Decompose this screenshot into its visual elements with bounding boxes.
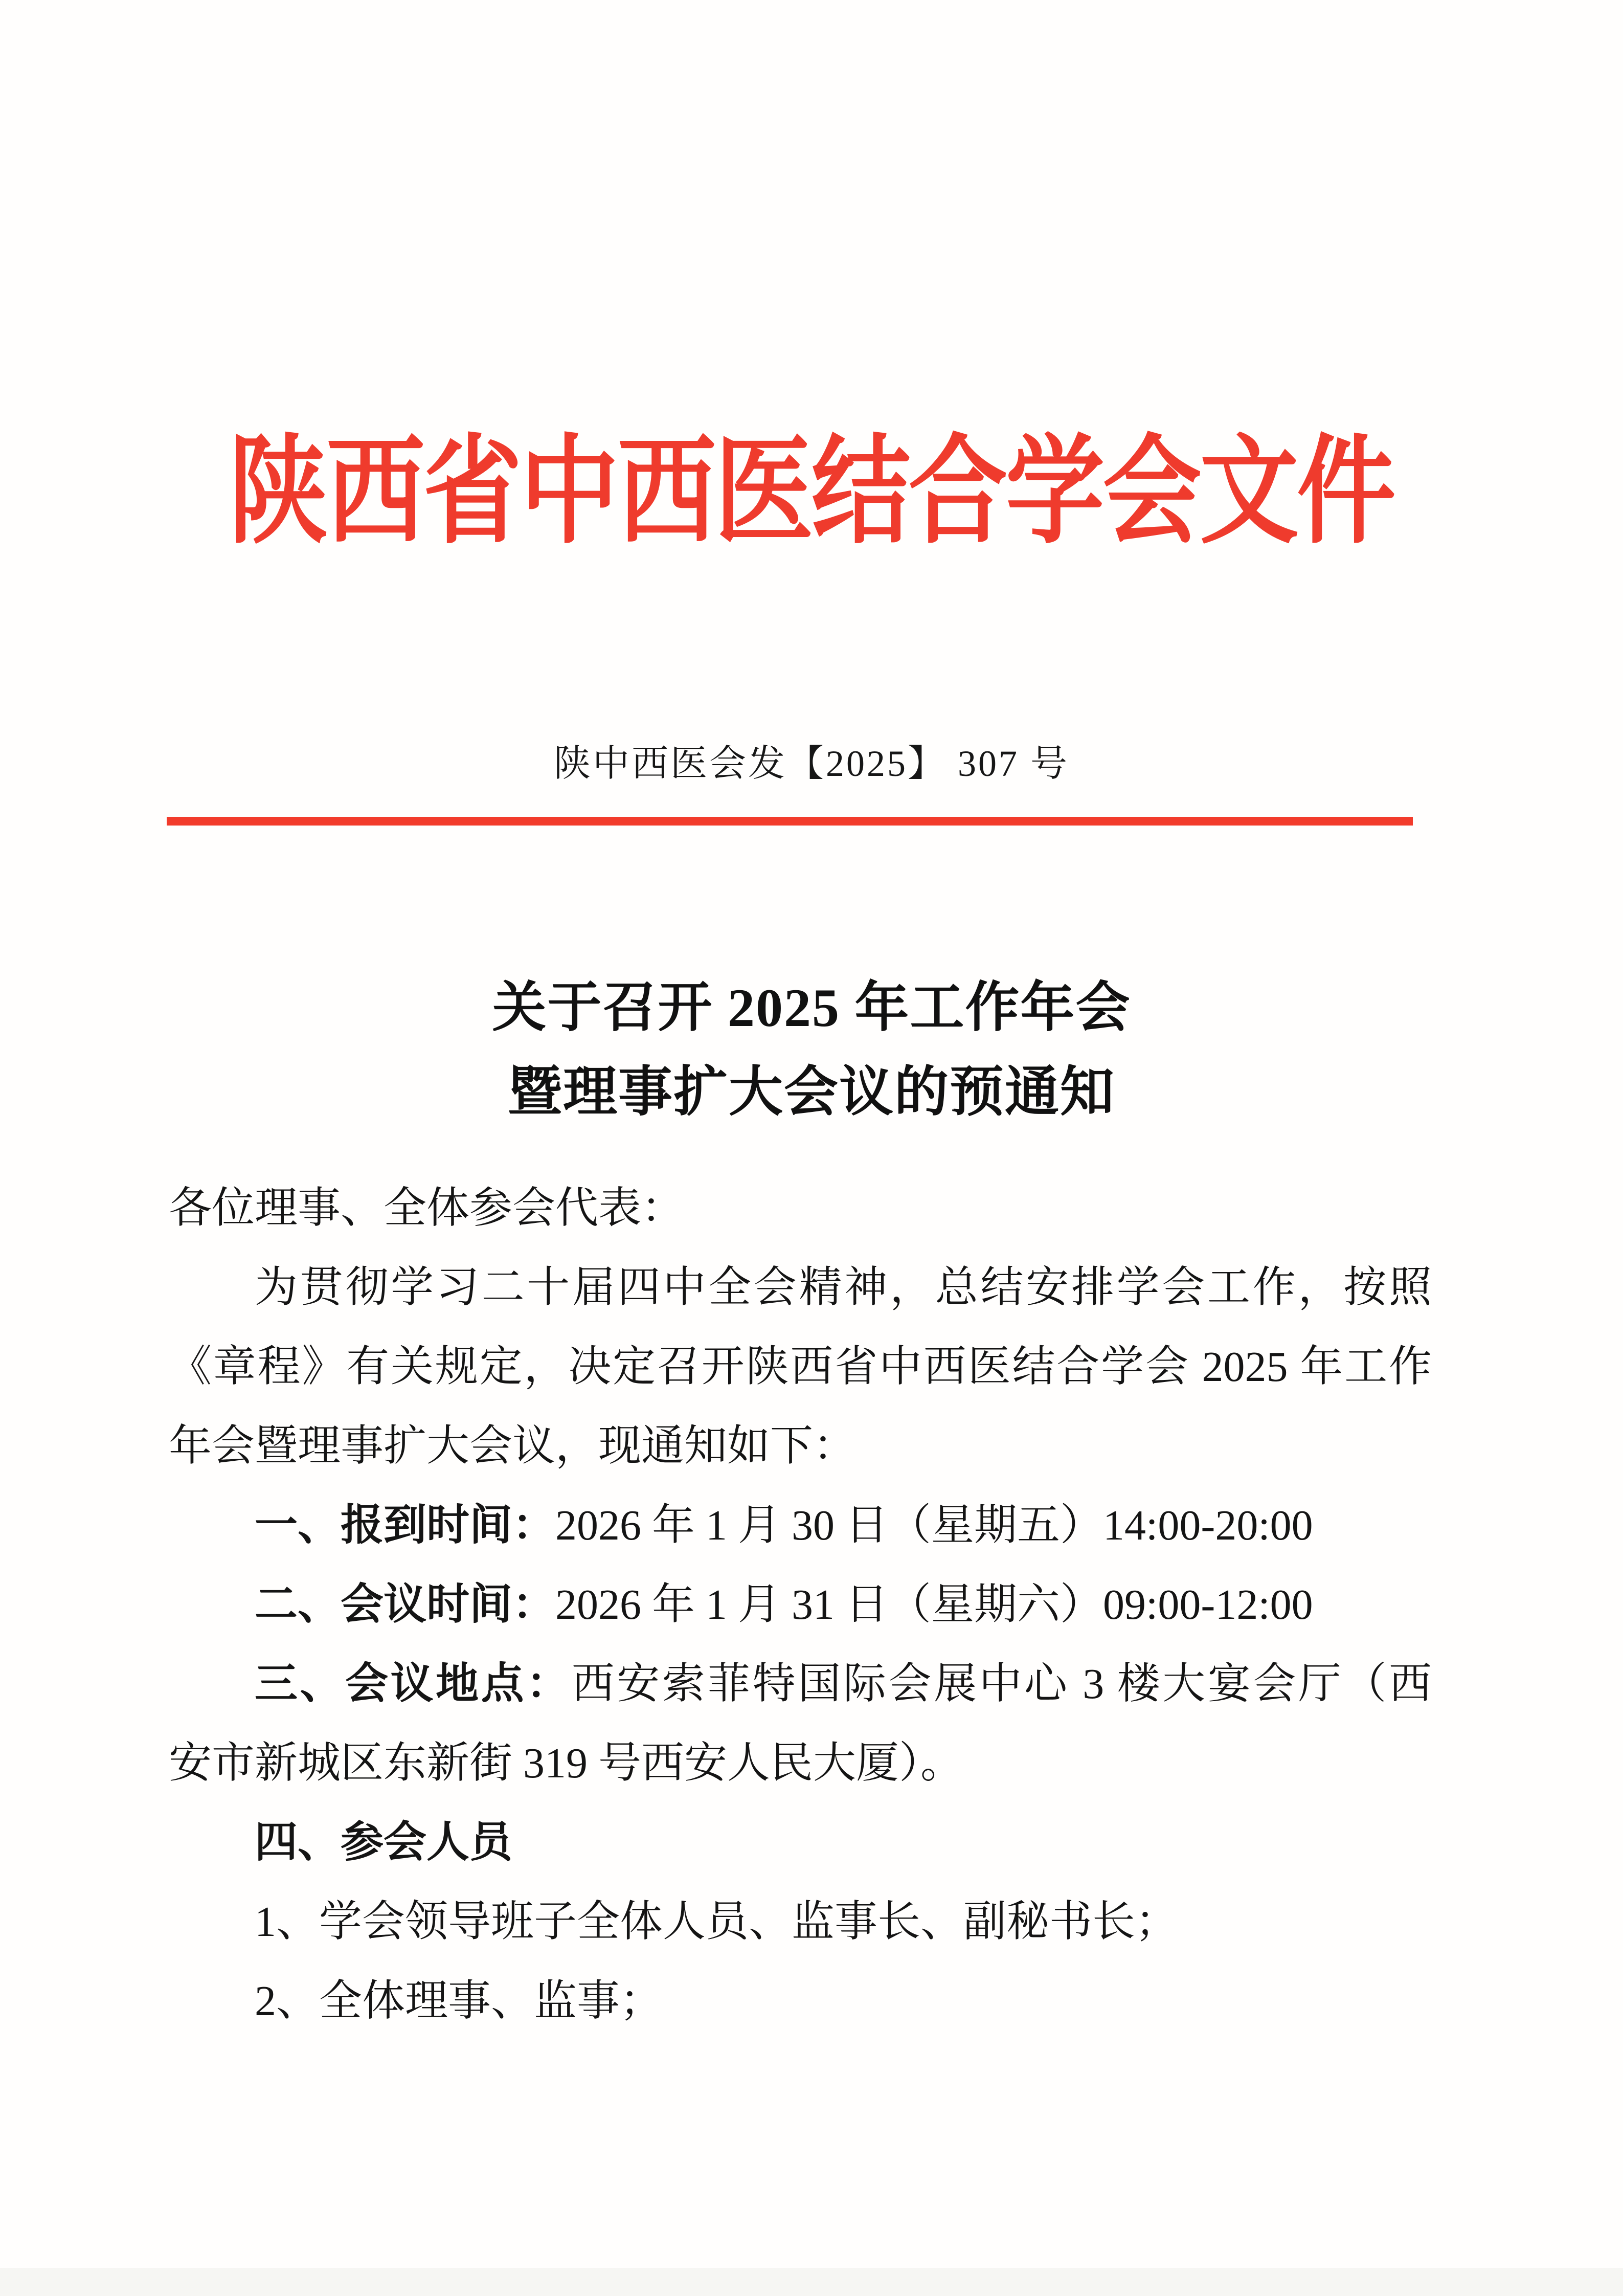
- line-text: 《章程》有关规定，决定召开陕西省中西医结合学会 2025 年工作: [169, 1343, 1432, 1391]
- intro-line-1: [169, 1248, 1432, 1327]
- item-label: 四、参会人员: [255, 1819, 513, 1866]
- intro-line-2: [169, 1327, 1432, 1407]
- salutation-line: [169, 1169, 1432, 1248]
- item-value: 1、学会领导班子全体人员、监事长、副秘书长；: [255, 1898, 1179, 1946]
- item-label: 三、会议地点：: [255, 1660, 572, 1708]
- item-value: 安市新城区东新街 319 号西安人民大厦）。: [169, 1740, 964, 1787]
- doc-number: 陕中西医会发【2025】 307 号: [553, 743, 1069, 784]
- item-value: 2026 年 1 月 31 日（星期六）09:00-12:00: [555, 1581, 1313, 1629]
- letterhead-banner: [0, 429, 1623, 556]
- item-venue-line-2: [169, 1724, 1432, 1803]
- notice-title: [0, 966, 1623, 1134]
- item-label: 二、会议时间：: [255, 1581, 556, 1629]
- item-checkin-time: [169, 1486, 1432, 1565]
- red-divider-line: [167, 817, 1413, 826]
- item-value: 2026 年 1 月 30 日（星期五）14:00-20:00: [555, 1502, 1313, 1549]
- item-venue-line-1: [169, 1644, 1432, 1724]
- notice-body: [169, 1169, 1432, 2041]
- letterhead-title: 陕西省中西医结合学会文件: [229, 427, 1394, 558]
- item-meeting-time: [169, 1565, 1432, 1644]
- line-text: 年会暨理事扩大会议，现通知如下：: [169, 1422, 856, 1470]
- attendee-item-1: [169, 1882, 1432, 1961]
- item-value: 西安索菲特国际会展中心 3 楼大宴会厅（西: [571, 1660, 1432, 1708]
- notice-title-line-2: 暨理事扩大会议的预通知: [508, 1062, 1115, 1122]
- scan-edge-shadow: [0, 2268, 1623, 2296]
- line-text: 为贯彻学习二十届四中全会精神，总结安排学会工作，按照: [255, 1264, 1432, 1311]
- item-value: 2、全体理事、监事；: [255, 1977, 663, 2025]
- line-text: 各位理事、全体参会代表：: [169, 1185, 685, 1232]
- item-attendees-heading: [169, 1803, 1432, 1882]
- intro-line-3: [169, 1407, 1432, 1486]
- notice-title-line-1: 关于召开 2025 年工作年会: [492, 978, 1131, 1038]
- item-label: 一、报到时间：: [255, 1502, 556, 1549]
- attendee-item-2: [169, 1961, 1432, 2041]
